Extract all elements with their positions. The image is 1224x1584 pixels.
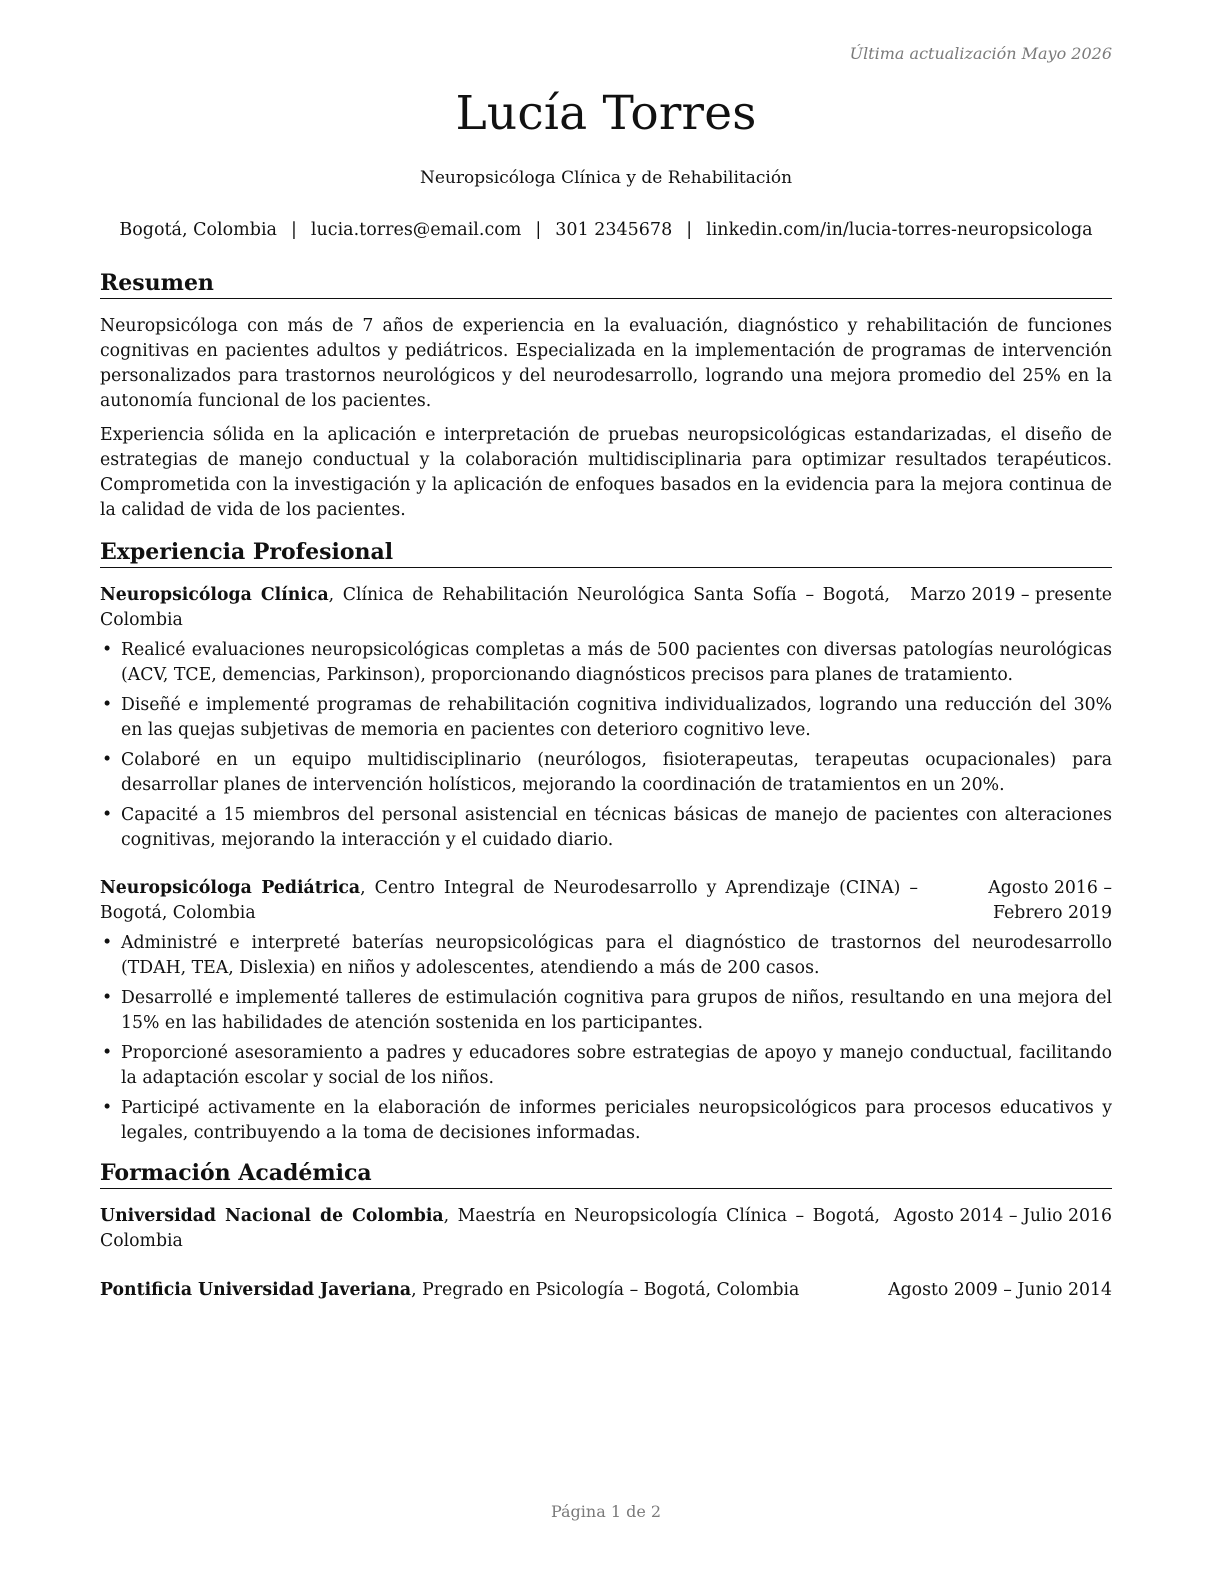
job-title-line [100,876,918,926]
education-detail: , Pregrado en Psicología – Bogotá, Colombia [411,1280,800,1300]
job-role: Neuropsicóloga Pediátrica [100,878,361,898]
job-dates: Agosto 2016 – Febrero 2019 [988,878,1112,923]
list-item [100,803,1112,853]
section-heading-experience: Experiencia Profesional [100,539,1112,568]
education-institution: Pontificia Universidad Javeriana [100,1280,412,1300]
bullet-icon: • [102,1043,113,1063]
education-entry [100,1278,1112,1303]
list-item [100,986,1112,1036]
list-item [100,693,1112,743]
contact-separator: | [291,220,297,240]
bullet-icon: • [102,640,113,660]
list-item [100,1041,1112,1091]
bullet-icon: • [102,805,113,825]
bullet-icon: • [102,750,113,770]
bullet-text: Proporcioné asesoramiento a padres y educadores sobre estrategias de apoyo y manejo conductual, facilitando la adaptación escolar y social de los niños. [121,1043,1112,1088]
list-item [100,748,1112,798]
list-item [100,931,1112,981]
job-role: Neuropsicóloga Clínica [100,585,329,605]
candidate-name: Lucía Torres [455,86,757,141]
summary-paragraph: Experiencia sólida en la aplicación e interpretación de pruebas neuropsicológicas estandarizadas, el diseño de estrategias de manejo conductual y la colaboración multidisciplinaria para optimizar resultados terapéuticos. Comprometida con la investigación y la aplicación de enfoques basados en la evidencia para la mejora continua de la calidad de vida de los pacientes. [100,425,1112,520]
education-title-line [100,1204,880,1254]
education-institution: Universidad Nacional de Colombia [100,1206,444,1226]
contact-separator: | [535,220,542,240]
professional-title: Neuropsicóloga Clínica y de Rehabilitación [419,168,793,188]
resume-page [100,0,1112,1584]
education-entry [100,1204,1112,1254]
job-bullets [100,931,1112,1151]
job-bullets [100,638,1112,858]
job-employer: , Clínica de Rehabilitación Neurológica Santa Sofía – Bogotá, Colombia [100,585,890,630]
section-heading-education: Formación Académica [100,1160,1112,1189]
bullet-text: Colaboré en un equipo multidisciplinario (neurólogos, fisioterapeutas, terapeutas ocupacionales) para desarrollar planes de intervención holísticos, mejorando la coordinación de tratamientos en un 20%. [121,750,1112,795]
job-header [100,583,1112,633]
list-item [100,1096,1112,1146]
bullet-text: Realicé evaluaciones neuropsicológicas completas a más de 500 pacientes con diversas patologías neurológicas (ACV, TCE, demencias, Parkinson), proporcionando diagnósticos precisos para planes de tratamiento. [121,640,1112,685]
bullet-text: Capacité a 15 miembros del personal asistencial en técnicas básicas de manejo de pacientes con alteraciones cognitivas, mejorando la interacción y el cuidado diario. [121,805,1112,850]
bullet-icon: • [102,933,113,953]
bullet-text: Administré e interpreté baterías neuropsicológicas para el diagnóstico de trastornos del neurodesarrollo (TDAH, TEA, Dislexia) en niños y adolescentes, atendiendo a más de 200 casos. [121,933,1112,978]
education-detail: , Maestría en Neuropsicología Clínica – Bogotá, Colombia [100,1206,880,1251]
education-dates: Agosto 2009 – Junio 2014 [888,1280,1112,1300]
bullet-text: Participé activamente en la elaboración de informes periciales neuropsicológicos para procesos educativos y legales, contribuyendo a la toma de decisiones informadas. [121,1098,1112,1143]
education-dates: Agosto 2014 – Julio 2016 [893,1206,1112,1226]
contact-line [90,220,1122,240]
job-title-line [100,583,890,633]
contact-email[interactable]: lucia.torres@email.com [310,220,522,240]
job-employer: , Centro Integral de Neurodesarrollo y Aprendizaje (CINA) – Bogotá, Colombia [100,878,919,923]
bullet-icon: • [102,1098,113,1118]
job-header [100,876,1112,926]
page-number: Página 1 de 2 [550,1502,662,1521]
list-item [100,638,1112,688]
section-heading-summary: Resumen [100,270,1112,299]
contact-phone: 301 2345678 [555,220,673,240]
bullet-text: Diseñé e implementé programas de rehabilitación cognitiva individualizados, logrando una reducción del 30% en las quejas subjetivas de memoria en pacientes con deterioro cognitivo leve. [121,695,1112,740]
last-updated: Última actualización Mayo 2026 [849,44,1112,63]
bullet-text: Desarrollé e implementé talleres de estimulación cognitiva para grupos de niños, resultando en una mejora del 15% en las habilidades de atención sostenida en los participantes. [121,988,1112,1033]
contact-separator: | [686,220,693,240]
bullet-icon: • [102,695,113,715]
education-title-line [100,1278,860,1303]
contact-location: Bogotá, Colombia [119,220,277,240]
bullet-icon: • [102,988,113,1008]
contact-linkedin[interactable]: linkedin.com/in/lucia-torres-neuropsicologa [706,220,1093,240]
job-dates: Marzo 2019 – presente [910,585,1112,605]
summary-paragraph: Neuropsicóloga con más de 7 años de experiencia en la evaluación, diagnóstico y rehabilitación de funciones cognitivas en pacientes adultos y pediátricos. Especializada en la implementación de programas de intervención personalizados para trastornos neurológicos y del neurodesarrollo, logrando una mejora promedio del 25% en la autonomía funcional de los pacientes. [100,316,1112,411]
